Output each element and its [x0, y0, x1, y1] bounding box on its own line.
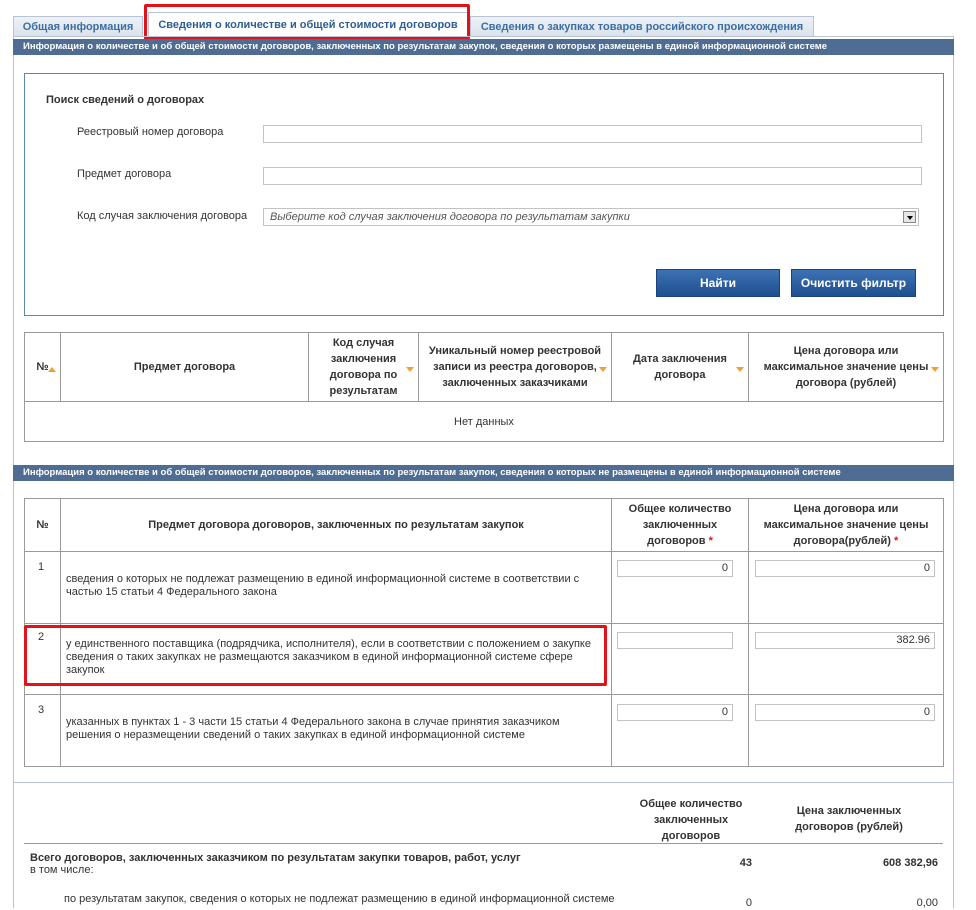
col-price[interactable]: Цена договора или максимальное значение цены договора (рублей) [749, 333, 944, 402]
col2-num: № [25, 499, 61, 552]
find-button[interactable]: Найти [656, 269, 780, 297]
total-label: Всего договоров, заключенных заказчиком по результатам закупки товаров, работ, услуг [30, 852, 521, 864]
col-num[interactable]: № [25, 333, 61, 402]
total-sub-label: в том числе: [30, 864, 94, 876]
row-num: 1 [38, 561, 45, 573]
sort-asc-icon [48, 367, 56, 372]
search-title: Поиск сведений о договорах [46, 94, 205, 106]
section1-header: Информация о количестве и об общей стоимости договоров, заключенных по результатам закупок, сведения о которых размещены в единой информационной системе [13, 39, 954, 55]
subject-input[interactable] [263, 167, 922, 185]
sort-icon [599, 367, 607, 372]
clear-filter-button[interactable]: Очистить фильтр [791, 269, 916, 297]
summary-item-price: 0,00 [916, 897, 938, 909]
tab-russian-goods[interactable]: Сведения о закупках товаров российского происхождения [470, 16, 814, 37]
price-input[interactable]: 382.96 [755, 632, 935, 649]
col-registry[interactable]: Уникальный номер реестровой записи из реестра договоров, заключенных заказчиками [419, 333, 612, 402]
sort-icon [406, 367, 414, 372]
summary-price-header: Цена заключенных договоров (рублей) [795, 805, 903, 833]
registry-number-label: Реестровый номер договора [77, 126, 224, 138]
price-input[interactable]: 0 [755, 560, 935, 577]
col2-price: Цена договора или максимальное значение цены договора(рублей) * [749, 499, 944, 552]
price-input[interactable]: 0 [755, 704, 935, 721]
sort-icon [736, 367, 744, 372]
col2-count: Общее количество заключенных договоров * [612, 499, 749, 552]
summary-count-header: Общее количество заключенных договоров [639, 798, 743, 842]
required-mark: * [708, 535, 713, 547]
row-text: сведения о которых не подлежат размещению в единой информационной системе в соответствии с частью 15 статьи 4 Федерального закона [66, 573, 580, 598]
row-num: 3 [38, 704, 45, 716]
active-tab-highlight [144, 4, 470, 40]
count-input[interactable] [617, 632, 733, 649]
chevron-down-icon[interactable] [903, 211, 916, 223]
section2-header: Информация о количестве и об общей стоимости договоров, заключенных по результатам закупок, сведения о которых не размещены в единой информационной системе [13, 465, 954, 481]
sort-icon [931, 367, 939, 372]
total-count: 43 [739, 857, 752, 869]
empty-row: Нет данных [25, 402, 944, 442]
registry-number-input[interactable] [263, 125, 922, 143]
col-subject: Предмет договора [61, 333, 309, 402]
row-num: 2 [38, 631, 45, 643]
col-date[interactable]: Дата заключения договора [612, 333, 749, 402]
col-code[interactable]: Код случая заключения договора по результатам [309, 333, 419, 402]
contract-code-placeholder: Выберите код случая заключения договора по результатам закупки [270, 211, 630, 223]
total-price: 608 382,96 [882, 857, 938, 869]
row-highlight [24, 625, 607, 686]
subject-label: Предмет договора [77, 168, 172, 180]
summary-item-count: 0 [745, 897, 752, 909]
col2-subject: Предмет договора договоров, заключенных по результатам закупок [61, 499, 612, 552]
required-mark: * [894, 535, 899, 547]
count-input[interactable]: 0 [617, 560, 733, 577]
row-text: у единственного поставщика (подрядчика, исполнителя), если в соответствии с положением о закупке сведения о таких закупках не размещаются заказчиком в единой информационной системе сфере закупок [66, 638, 591, 676]
contract-code-select[interactable] [263, 208, 919, 226]
row-text: указанных в пунктах 1 - 3 части 15 статьи 4 Федерального закона в случае принятия заказчиком решения о неразмещении сведений о таких закупках в единой информационной системе [66, 716, 560, 741]
summary-divider [24, 843, 943, 844]
tab-general-info[interactable]: Общая информация [13, 16, 143, 37]
count-input[interactable]: 0 [617, 704, 733, 721]
contracts-table [24, 332, 944, 442]
contract-code-label: Код случая заключения договора [77, 210, 248, 222]
summary-frame [13, 783, 954, 908]
summary-item-label: по результатам закупок, сведения о которых не подлежат размещению в единой информационной системе [64, 893, 615, 905]
tab-contracts-count[interactable]: Сведения о количестве и общей стоимости договоров [148, 12, 468, 37]
